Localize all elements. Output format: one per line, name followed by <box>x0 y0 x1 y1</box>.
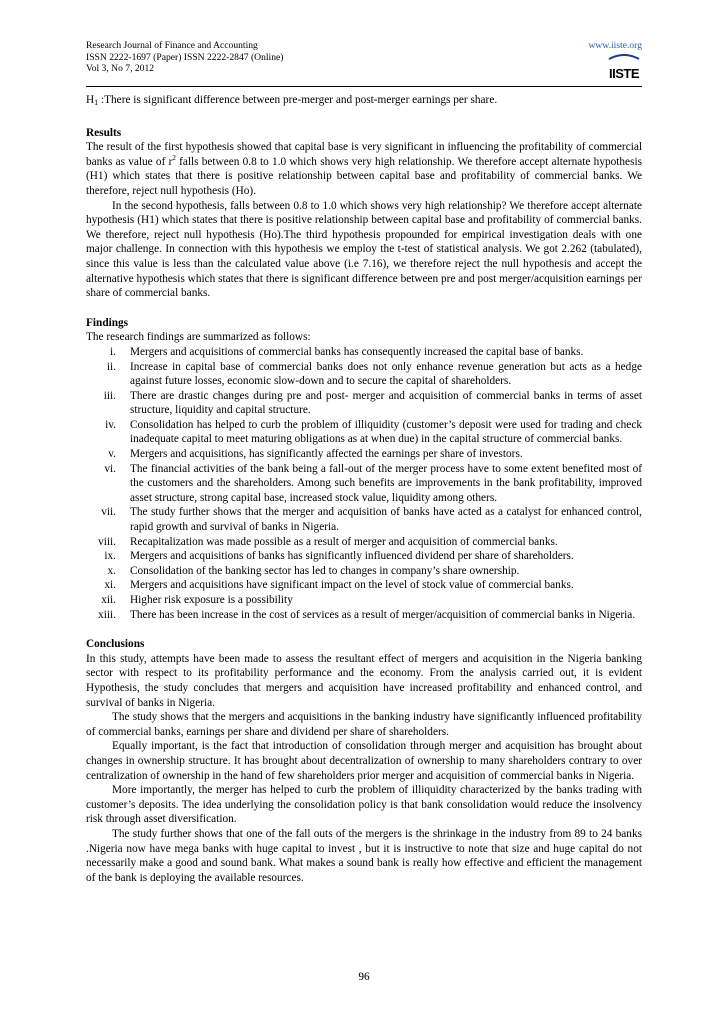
finding-text: Mergers and acquisitions of banks has significantly influenced dividend per share of shareholders. <box>130 550 574 563</box>
finding-text: Consolidation has helped to curb the problem of illiquidity (customer’s deposit were used for trading and check inadequate capital to meet maturing obligations as at when due) in the capital structure of commercial banks. <box>130 418 642 446</box>
finding-number: iv. <box>105 418 116 431</box>
conclusions-paragraph-1: In this study, attempts have been made to assess the resultant effect of mergers and acquisition in the Nigeria banking sector with respect to its profitability performance and the economy. From the analysis carried out, it is evident Hypothesis, the study concludes that mergers and acquisition have increased profitability and enhanced control, and survival of banks in Nigeria. <box>86 652 642 709</box>
finding-item <box>86 578 642 593</box>
finding-text: Higher risk exposure is a possibility <box>130 594 293 606</box>
header-divider <box>86 86 642 87</box>
results-p1-part-a: The result of the first hypothesis showed that capital base is very significant in influencing the profitability of commercial banks as value of r <box>86 141 642 168</box>
journal-header <box>86 40 642 86</box>
journal-title: Research Journal of Finance and Accounting <box>86 40 258 51</box>
finding-text: There has been increase in the cost of services as a result of merger/acquisition of commercial banks in Nigeria. <box>130 608 636 621</box>
finding-item <box>86 549 642 564</box>
journal-info <box>86 40 642 75</box>
conclusions-paragraph-5: The study further shows that one of the fall outs of the mergers is the shrinkage in the industry from 89 to 24 banks .Nigeria now have mega banks with huge capital to invest , but it is instructive to note that size and huge capital do not necessarily make a good and sound bank. What makes a sound bank is really how effective and efficient the management of the bank is deploying the available resources. <box>86 827 642 884</box>
r-squared-superscript: 2 <box>172 153 176 162</box>
finding-number: x. <box>107 564 116 577</box>
findings-heading: Findings <box>86 316 129 329</box>
findings-intro: The research findings are summarized as follows: <box>86 331 311 344</box>
finding-number: xi. <box>104 579 116 592</box>
finding-number: viii. <box>98 535 116 548</box>
finding-text: There are drastic changes during pre and post- merger and acquisition of commercial banks in terms of asset structure, liquidity and capital structure. <box>130 389 642 417</box>
conclusions-heading: Conclusions <box>86 638 145 651</box>
finding-text: Consolidation of the banking sector has led to changes in company’s share ownership. <box>130 564 520 577</box>
hypothesis-subscript: 1 <box>94 98 99 107</box>
conclusions-paragraph-4: More importantly, the merger has helped to curb the problem of illiquidity characterized by the banks trading with customer’s deposits. The idea underlying the consolidation policy is that bank consolidation would reduce the insolvency risk through asset diversification. <box>86 784 642 826</box>
hypothesis-label: H <box>86 94 95 106</box>
finding-number: xiii. <box>98 608 116 621</box>
finding-number: i. <box>110 345 116 358</box>
hypothesis-h1 <box>86 93 642 111</box>
finding-number: v. <box>108 448 116 461</box>
finding-item <box>86 345 642 360</box>
findings-list <box>86 345 642 622</box>
finding-item <box>86 389 642 418</box>
finding-item <box>86 608 642 623</box>
finding-item <box>86 505 642 534</box>
journal-url[interactable]: www.iiste.org <box>588 40 642 51</box>
finding-text: Increase in capital base of commercial banks does not only enhance revenue generation but acts as a hedge against future losses, economic slow-down and to secure the capital of shareholders. <box>130 360 642 388</box>
finding-number: ii. <box>106 360 116 373</box>
finding-number: iii. <box>103 389 116 402</box>
finding-number: vi. <box>104 462 116 475</box>
finding-number: ix. <box>104 550 116 563</box>
results-heading: Results <box>86 126 122 139</box>
finding-text: The study further shows that the merger and acquisition of banks have acted as a catalyst for enhanced control, rapid growth and survival of banks in Nigeria. <box>130 506 642 534</box>
finding-item <box>86 593 642 608</box>
iiste-logo <box>606 53 642 81</box>
conclusions-paragraph-2: The study shows that the mergers and acquisitions in the banking industry have significantly influenced profitability of commercial banks, earnings per share and dividend per share of shareholders. <box>86 711 642 738</box>
finding-text: Mergers and acquisitions of commercial banks has consequently increased the capital base of banks. <box>130 345 584 358</box>
logo-text: IISTE <box>608 66 640 81</box>
page-number: 96 <box>358 971 370 983</box>
finding-text: The financial activities of the bank being a fall-out of the merger process have to some extent benefited most of the customers and the shareholders. Among such benefits are improvements in the bank profitability, improved asset structure, strong capital base, increased stock value, liquidity among others. <box>130 462 642 504</box>
finding-item <box>86 535 642 550</box>
finding-text: Mergers and acquisitions, has significantly affected the earnings per share of investors. <box>130 448 523 461</box>
conclusions-paragraph-3: Equally important, is the fact that introduction of consolidation through merger and acquisition has brought about changes in ownership structure. It has brought about decentralization of ownership to many shareholders contrary to over centralization of ownership in the hand of few shareholders prior merger and acquisition of commercial banks in Nigeria. <box>86 740 642 782</box>
journal-volume: Vol 3, No 7, 2012 <box>86 63 155 74</box>
hypothesis-text: :There is significant difference between pre-merger and post-merger earnings per share. <box>98 94 498 106</box>
finding-item <box>86 447 642 462</box>
finding-item <box>86 564 642 579</box>
finding-item <box>86 418 642 447</box>
results-paragraph-2: In the second hypothesis, falls between 0.8 to 1.0 which shows very high relationship? We therefore accept alternate hypothesis (H1) which states that there is positive relationship between capital base and profitability of commercial banks. We therefore, reject null hypothesis (Ho).The third hypothesis propounded for empirical investigation deals with one major challenge. In connection with this hypothesis we employ the t-test of statistical analysis. We got 2.262 (tabulated), since this value is less than the calculated value above (i.e 7.16), we therefore reject the null hypothesis and accept the alternative hypothesis which states that there is significant difference between pre and post merger/acquisition earnings per share of commercial banks. <box>86 199 642 300</box>
finding-item <box>86 462 642 506</box>
results-paragraph-1 <box>86 140 642 198</box>
results-p1-part-b: falls between 0.8 to 1.0 which shows very high relationship. We therefore accept alternate hypothesis (H1) which states that there is positive relationship between capital base and profitability of commercial banks. We therefore, reject null hypothesis (Ho). <box>86 155 642 197</box>
paper-page <box>86 40 642 885</box>
finding-number: vii. <box>101 506 116 519</box>
journal-issn: ISSN 2222-1697 (Paper) ISSN 2222-2847 (Online) <box>86 51 284 63</box>
finding-item <box>86 360 642 389</box>
finding-number: xii. <box>101 594 116 606</box>
finding-text: Mergers and acquisitions have significant impact on the level of stock value of commercial banks. <box>130 579 574 592</box>
finding-text: Recapitalization was made possible as a result of merger and acquisition of commercial banks. <box>130 535 558 548</box>
